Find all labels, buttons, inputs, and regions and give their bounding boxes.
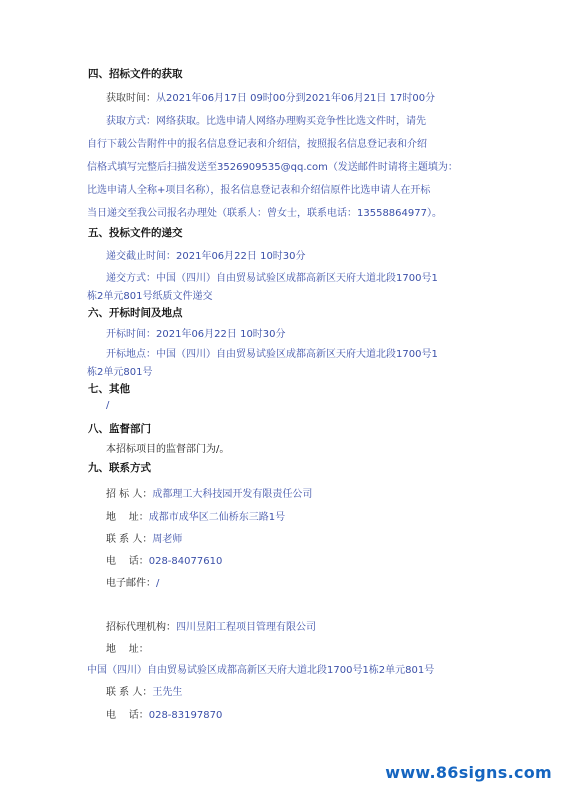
agent-label: 招标代理机构： [106,622,176,633]
opening-place-line-1: 开标地点：中国（四川）自由贸易试验区成都高新区天府大道北段1700号1 [106,349,438,360]
acquire-method-line-1: 获取方式：网络获取。比选申请人网络办理购买竞争性比选文件时，请先 [106,116,426,127]
tenderer-email-label: 电子邮件： [106,578,156,589]
agent-value: 四川昱阳工程项目管理有限公司 [176,622,316,633]
tenderer-address-label: 地 址： [106,512,149,523]
tenderer-contact-label: 联 系 人： [106,534,153,545]
acquire-method-line-3: 信格式填写完整后扫描发送至3526909535@qq.com（发送邮件时请将主题填为： [87,162,458,173]
supervision-content: 本招标项目的监督部门为/。 [106,444,230,455]
tenderer-email-value: / [156,578,160,589]
acquire-time-label: 获取时间： [106,93,156,104]
agent-contact-value: 王先生 [152,687,183,698]
tenderer-tel-line [106,552,222,567]
agent-contact-line [106,683,182,698]
section-6-heading: 六、开标时间及地点 [88,307,183,319]
section-9-heading: 九、联系方式 [88,462,151,474]
agent-line [106,618,316,633]
section-4-heading: 四、招标文件的获取 [88,68,183,80]
other-content: / [106,400,110,411]
agent-tel-label: 电 话： [106,710,149,721]
acquire-time-value: 从2021年06月17日 09时00分到2021年06月21日 17时00分 [156,93,436,104]
agent-contact-label: 联 系 人： [106,687,153,698]
tenderer-contact-value: 周老师 [152,534,183,545]
opening-time: 开标时间：2021年06月22日 10时30分 [106,329,286,340]
acquire-method-line-5: 当日递交至我公司报名办理处（联系人：曾女士，联系电话：13558864977）。 [87,208,442,219]
tenderer-email-line [106,574,159,589]
tenderer-address-value: 成都市成华区二仙桥东三路1号 [148,512,286,523]
acquire-method-line-2: 自行下载公告附件中的报名信息登记表和介绍信，按照报名信息登记表和介绍 [87,139,427,150]
agent-address-label-line [106,640,149,655]
agent-tel-line [106,706,222,721]
site-watermark: www.86signs.com [385,763,552,782]
tenderer-label: 招 标 人： [106,489,153,500]
tenderer-tel-value: 028-84077610 [148,556,223,567]
section-7-heading: 七、其他 [88,383,130,395]
tenderer-contact-line [106,530,182,545]
agent-address-label: 地 址： [106,644,149,655]
section-8-heading: 八、监督部门 [88,423,151,435]
tenderer-address-line [106,508,285,523]
section-5-heading: 五、投标文件的递交 [88,227,183,239]
agent-tel-value: 028-83197870 [148,710,223,721]
submit-method-line-2: 栋2单元801号纸质文件递交 [87,291,213,302]
submit-method-line-1: 递交方式：中国（四川）自由贸易试验区成都高新区天府大道北段1700号1 [106,273,438,284]
tenderer-line [106,485,312,500]
submit-deadline: 递交截止时间：2021年06月22日 10时30分 [106,251,306,262]
opening-place-line-2: 栋2单元801号 [87,367,153,378]
acquire-method-line-4: 比选申请人全称+项目名称），报名信息登记表和介绍信原件比选申请人在开标 [87,185,431,196]
agent-address-value: 中国（四川）自由贸易试验区成都高新区天府大道北段1700号1栋2单元801号 [87,665,435,676]
tenderer-value: 成都理工大科技园开发有限责任公司 [152,489,313,500]
tenderer-tel-label: 电 话： [106,556,149,567]
acquire-time-line [106,89,435,104]
